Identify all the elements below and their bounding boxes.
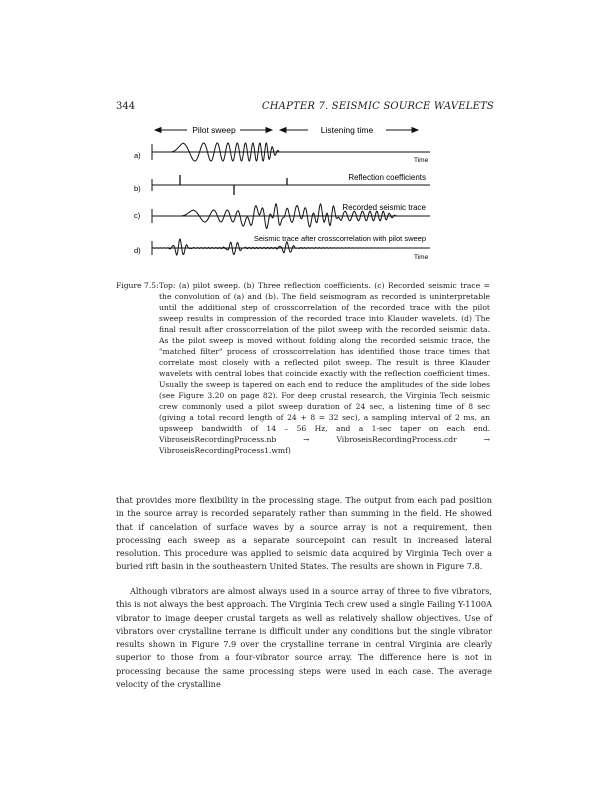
listening-arrow-left-head: [280, 128, 286, 133]
pilot-arrow-left-head: [155, 128, 161, 133]
time-label-d: Time: [414, 254, 429, 261]
listening-arrow-right-head: [412, 128, 418, 133]
caption-label: Figure 7.5:: [116, 281, 159, 290]
figure-caption: [116, 280, 490, 456]
crosscorrelation-label: Seismic trace after crosscorrelation with pilot sweep: [253, 234, 426, 243]
pilot-sweep-label: Pilot sweep: [192, 125, 236, 135]
row-label-a: a): [134, 151, 141, 160]
row-label-c: c): [134, 211, 141, 220]
reflection-coefficients-label: Reflection coefficients: [348, 173, 426, 182]
body-paragraph-2: Although vibrators are almost always used in a source array of three to five vibrators, this is not always the best approach. The Virginia Tech crew used a single Failing Y-1100A vibrator to image deeper crustal targets as well as relatively shallow objectives. Use of vibrators over crystalline terrane is difficult under any conditions but the single vibrator results shown in Figure 7.9 over the crystalline terrane in central Virginia are clearly superior to those from a four-vibrator source array. The difference here is not in processing because the same processing steps were used in each case. The average velocity of the crystalline: [116, 586, 492, 689]
time-label-a: Time: [414, 157, 429, 164]
figure-7-5: [130, 120, 440, 270]
row-label-b: b): [134, 184, 141, 193]
recorded-seismic-trace-label: Recorded seismic trace: [342, 203, 426, 212]
pilot-arrow-right-head: [266, 128, 272, 133]
caption-text: Top: (a) pilot sweep. (b) Three reflection coefficients. (c) Recorded seismic trace = the convolution of (a) and (b). The field seismogram as recorded is uninterpretable until the additional step of crosscorrelation of the recorded trace with the pilot sweep results in compression of the recorded trace into Klauder wavelets. (d) The final result after crosscorrelation of the pilot sweep with the recorded seismic data. As the pilot sweep is moved without folding along the recorded seismic trace, the "matched filter" process of crosscorrelation has identified those trace times that correlate most closely with a reflected pilot sweep. The result is three Klauder wavelets with central lobes that coincide exactly with the reflection coefficient times. Usually the sweep is tapered on each end to reduce the amplitudes of the side lobes (see Figure 3.20 on page 82). For deep crustal research, the Virginia Tech seismic crew commonly used a pilot sweep duration of 24 sec, a listening time of 8 sec (giving a total record length of 24 + 8 = 32 sec), a sampling interval of 2 ms, an upsweep bandwidth of 14 – 56 Hz, and a 1-sec taper on each end. VibroseisRecordingProcess.nb → VibroseisRecordingProcess.cdr → VibroseisRecordingProcess1.wmf): [159, 281, 490, 455]
page-number: 344: [116, 101, 136, 112]
running-head: CHAPTER 7. SEISMIC SOURCE WAVELETS: [261, 101, 494, 112]
row-label-d: d): [134, 246, 141, 255]
listening-time-label: Listening time: [320, 125, 374, 135]
body-paragraph-1: that provides more flexibility in the processing stage. The output from each pad position in the source array is recorded separately rather than summing in the field. He showed that if cancelation of surface waves by a source array is not a requirement, then processing each sweep as a separate sourcepoint can result in increased lateral resolution. This procedure was applied to seismic data acquired by Virginia Tech over a buried rift basin in the southeastern United States. The results are shown in Figure 7.8.: [116, 495, 492, 572]
